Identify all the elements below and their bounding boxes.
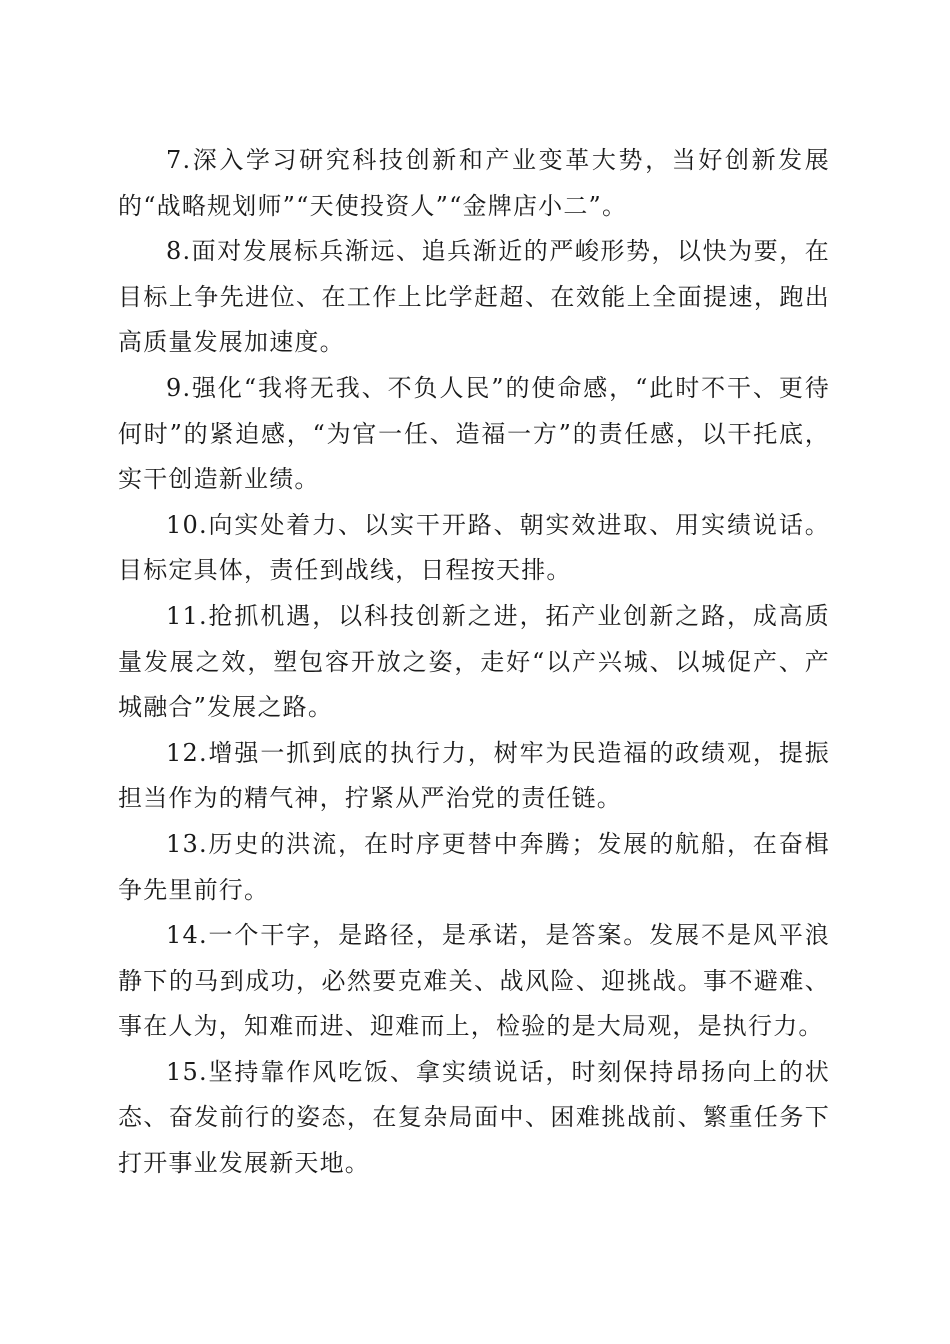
paragraph-15: 15.坚持靠作风吃饭、拿实绩说话，时刻保持昂扬向上的状态、奋发前行的姿态，在复杂局面中、困难挑战前、繁重任务下打开事业发展新天地。	[118, 1057, 830, 1178]
paragraph-10: 10.向实处着力、以实干开路、朝实效进取、用实绩说话。目标定具体，责任到战线，日程按天排。	[118, 510, 830, 585]
paragraph-8: 8.面对发展标兵渐远、追兵渐近的严峻形势，以快为要，在目标上争先进位、在工作上比学赶超、在效能上全面提速，跑出高质量发展加速度。	[118, 237, 830, 357]
paragraph-12: 12.增强一抓到底的执行力，树牢为民造福的政绩观，提振担当作为的精气神，拧紧从严治党的责任链。	[118, 738, 830, 813]
document-body	[118, 138, 830, 1187]
paragraph-11: 11.抢抓机遇，以科技创新之进，拓产业创新之路，成高质量发展之效，塑包容开放之姿，走好“以产兴城、以城促产、产城融合”发展之路。	[118, 601, 830, 722]
paragraph-13: 13.历史的洪流，在时序更替中奔腾；发展的航船，在奋楫争先里前行。	[118, 829, 830, 904]
paragraph-9: 9.强化“我将无我、不负人民”的使命感，“此时不干、更待何时”的紧迫感，“为官一任、造福一方”的责任感，以干托底，实干创造新业绩。	[118, 373, 830, 494]
paragraph-7: 7.深入学习研究科技创新和产业变革大势，当好创新发展的“战略规划师”“天使投资人”“金牌店小二”。	[118, 146, 830, 220]
paragraph-14: 14.一个干字，是路径，是承诺，是答案。发展不是风平浪静下的马到成功，必然要克难关、战风险、迎挑战。事不避难、事在人为，知难而进、迎难而上，检验的是大局观，是执行力。	[118, 921, 830, 1041]
